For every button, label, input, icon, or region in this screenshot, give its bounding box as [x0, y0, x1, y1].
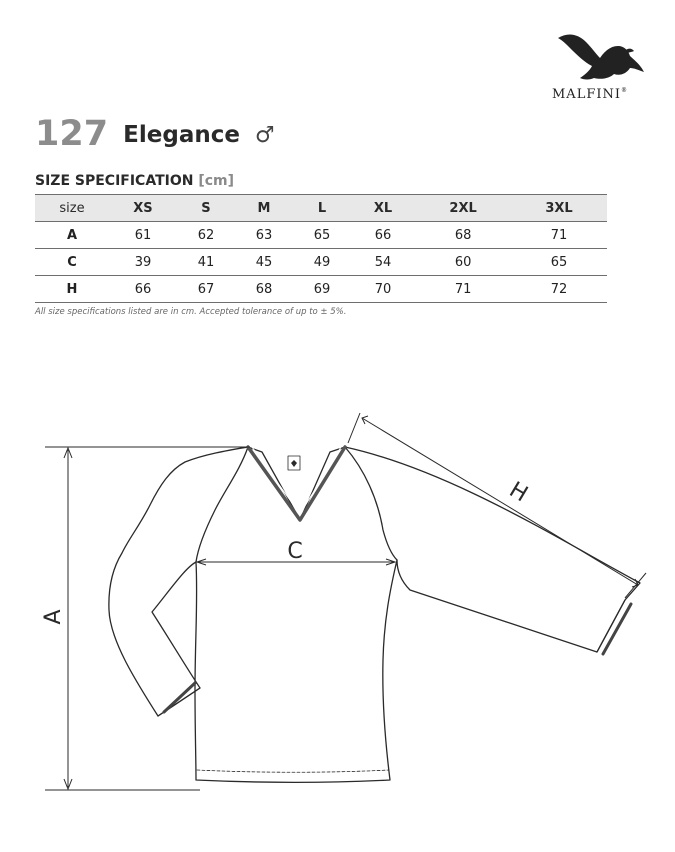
- table-cell: 67: [177, 276, 235, 303]
- table-row: [35, 276, 607, 303]
- table-header-row: [35, 195, 607, 222]
- brand-logo: [548, 28, 653, 104]
- eagle-icon: [554, 28, 646, 84]
- product-name: Elegance: [123, 122, 240, 148]
- table-cell: 69: [293, 276, 351, 303]
- row-label: A: [35, 222, 109, 249]
- table-cell: 41: [177, 249, 235, 276]
- gender-icon: ♂: [255, 123, 275, 148]
- table-cell: 62: [177, 222, 235, 249]
- table-cell: 54: [351, 249, 415, 276]
- column-header: 2XL: [415, 195, 511, 222]
- column-header: S: [177, 195, 235, 222]
- table-cell: 70: [351, 276, 415, 303]
- dimension-label-a: A: [41, 609, 66, 625]
- table-cell: 71: [415, 276, 511, 303]
- table-cell: 65: [511, 249, 607, 276]
- column-header: L: [293, 195, 351, 222]
- product-code: 127: [35, 114, 109, 154]
- table-cell: 72: [511, 276, 607, 303]
- table-cell: 68: [415, 222, 511, 249]
- product-heading: [35, 114, 275, 154]
- right-cuff: [597, 600, 625, 652]
- table-cell: 49: [293, 249, 351, 276]
- table-cell: 66: [351, 222, 415, 249]
- dimension-label-h: H: [504, 477, 532, 508]
- table-cell: 66: [109, 276, 177, 303]
- spec-title-text: SIZE SPECIFICATION: [35, 173, 194, 189]
- table-cell: 61: [109, 222, 177, 249]
- table-row: [35, 249, 607, 276]
- spec-title: [35, 173, 234, 189]
- spec-unit: [cm]: [198, 173, 235, 189]
- brand-wordmark: MALFINI®: [552, 87, 628, 102]
- dimension-a: [45, 447, 250, 790]
- row-label: H: [35, 276, 109, 303]
- column-header: size: [35, 195, 109, 222]
- row-label: C: [35, 249, 109, 276]
- column-header: XL: [351, 195, 415, 222]
- table-cell: 65: [293, 222, 351, 249]
- column-header: 3XL: [511, 195, 607, 222]
- table-cell: 45: [235, 249, 293, 276]
- table-cell: 39: [109, 249, 177, 276]
- size-table: [35, 194, 607, 303]
- column-header: XS: [109, 195, 177, 222]
- table-cell: 60: [415, 249, 511, 276]
- dimension-label-c: C: [287, 539, 303, 564]
- table-cell: 68: [235, 276, 293, 303]
- table-cell: 71: [511, 222, 607, 249]
- table-cell: 63: [235, 222, 293, 249]
- garment-diagram: [0, 400, 675, 800]
- tolerance-note: All size specifications listed are in cm. Accepted tolerance of up to ± 5%.: [35, 307, 347, 317]
- column-header: M: [235, 195, 293, 222]
- hem-stitch: [197, 770, 389, 772]
- table-row: [35, 222, 607, 249]
